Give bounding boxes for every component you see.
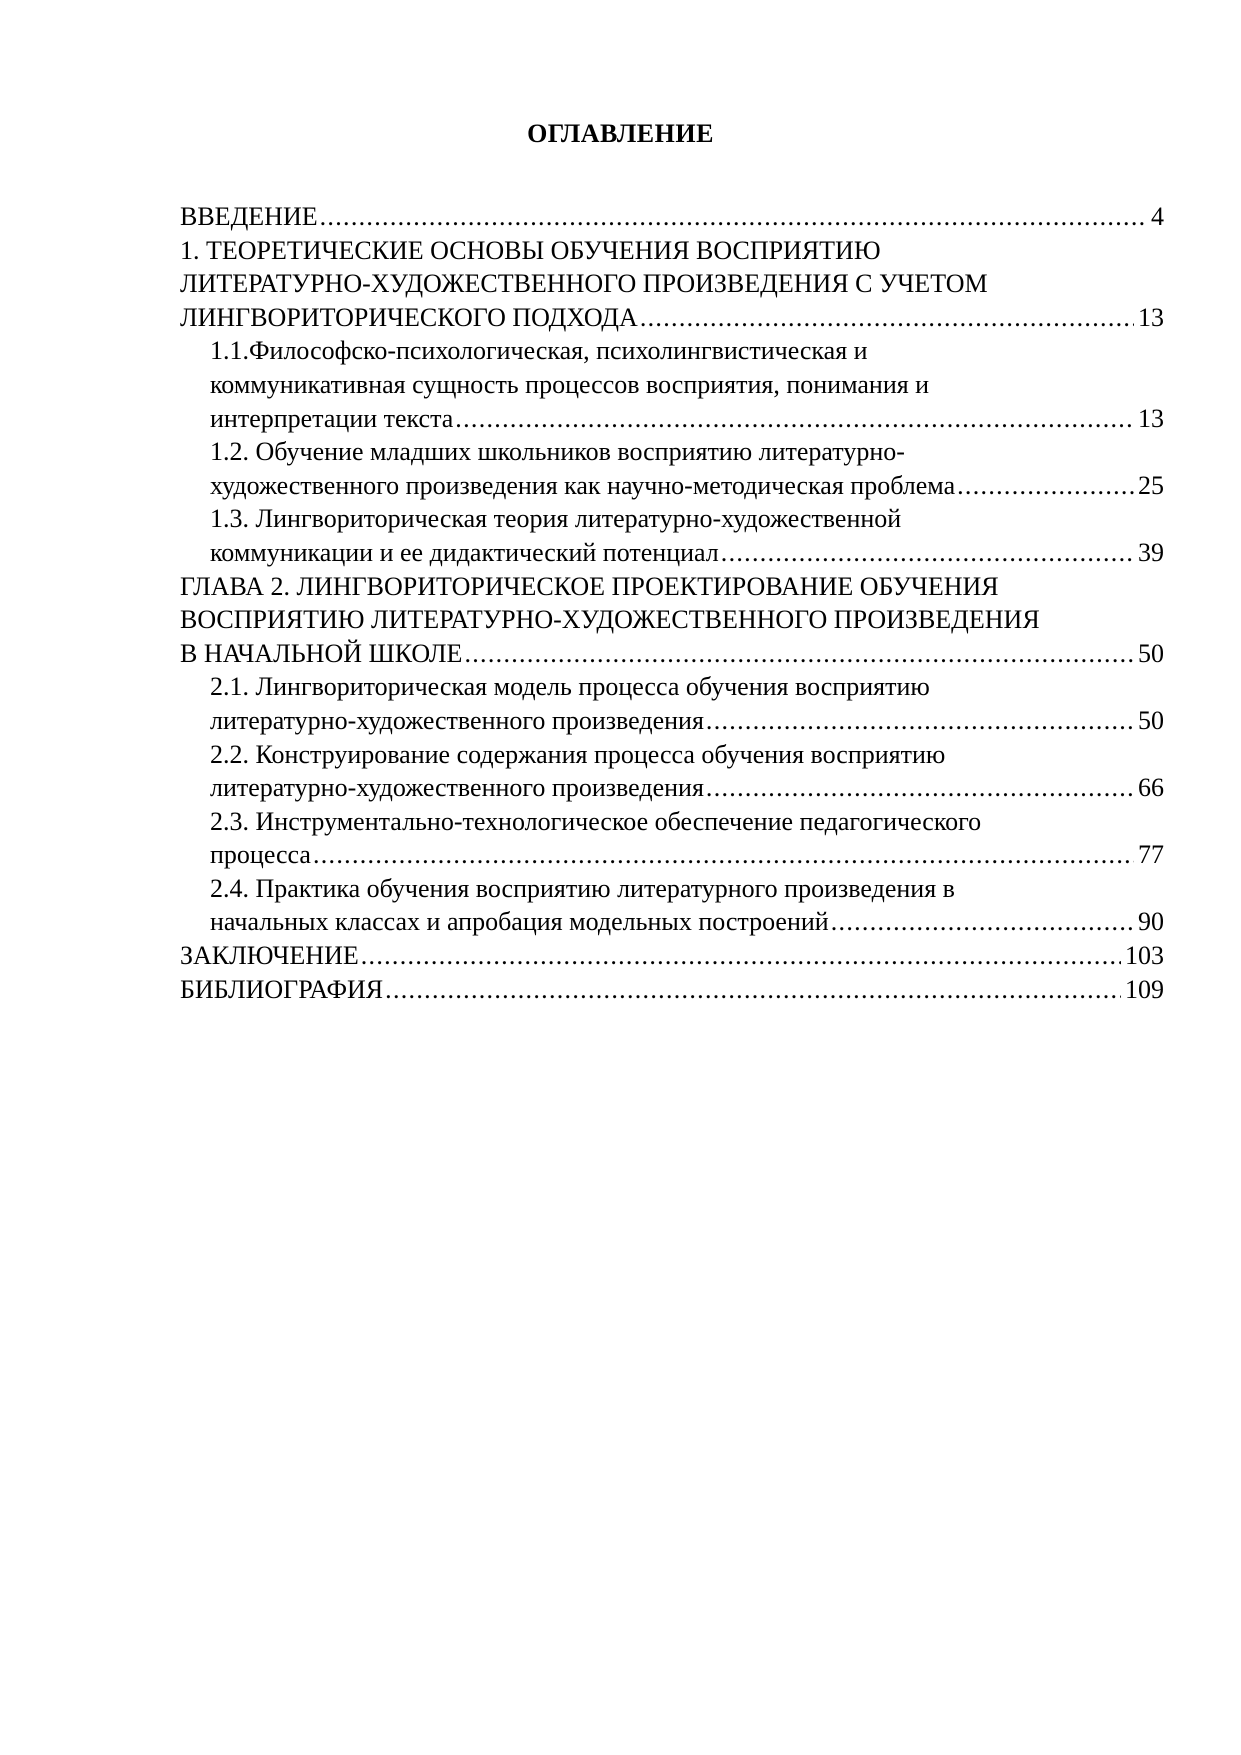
toc-subsection-entry[interactable] — [180, 738, 1164, 805]
toc-entry-title-line: ЗАКЛЮЧЕНИЕ — [180, 941, 359, 971]
toc-subsection-entry[interactable] — [180, 872, 1164, 939]
dot-leader — [831, 905, 1134, 939]
dot-leader — [957, 469, 1134, 503]
toc-entry-final-line — [210, 704, 1164, 738]
toc-entry-final-line — [210, 771, 1164, 805]
toc-entry-title-line: ГЛАВА 2. ЛИНГВОРИТОРИЧЕСКОЕ ПРОЕКТИРОВАНИЕ ОБУЧЕНИЯ — [180, 571, 999, 601]
toc-entry-title-line: БИБЛИОГРАФИЯ — [180, 974, 384, 1004]
toc-page-number: 66 — [1138, 773, 1164, 803]
toc-entry-title-line: коммуникативная сущность процессов восприятия, понимания и — [210, 369, 930, 399]
toc-entry-title-line: 2.4. Практика обучения восприятию литературного произведения в — [210, 873, 955, 903]
toc-entry-title-line: ЛИТЕРАТУРНО-ХУДОЖЕСТВЕННОГО ПРОИЗВЕДЕНИЯ С УЧЕТОМ — [180, 269, 988, 299]
dot-leader — [320, 200, 1147, 234]
toc-entry-final-line — [180, 637, 1164, 671]
toc-entry-final-line — [210, 469, 1164, 503]
toc-entry-final-line — [210, 905, 1164, 939]
toc-entry-title-line: ВВЕДЕНИЕ — [180, 202, 318, 231]
toc-page-number: 25 — [1138, 470, 1164, 500]
dot-leader — [361, 939, 1121, 973]
dot-leader — [706, 704, 1134, 738]
toc-page-number: 90 — [1138, 907, 1164, 937]
toc-entry-title-line: 1. ТЕОРЕТИЧЕСКИЕ ОСНОВЫ ОБУЧЕНИЯ ВОСПРИЯТИЮ — [180, 235, 881, 265]
dot-leader — [721, 536, 1134, 570]
toc-entry-final-line — [210, 402, 1164, 436]
toc-chapter-entry[interactable] — [180, 200, 1164, 234]
toc-entry-title-line: В НАЧАЛЬНОЙ ШКОЛЕ — [180, 638, 463, 668]
toc-page-number: 13 — [1138, 403, 1164, 433]
toc-chapter-entry[interactable] — [180, 939, 1164, 973]
toc-entry-title-line: 1.3. Лингвориторическая теория литературно-художественной — [210, 504, 902, 534]
toc-entry-title-line: художественного произведения как научно-методическая проблема — [210, 470, 956, 500]
toc-entry-final-line — [180, 200, 1164, 234]
toc-page-number: 77 — [1138, 840, 1164, 870]
toc-page-number: 39 — [1138, 537, 1164, 567]
toc-entry-title-line: литературно-художественного произведения — [210, 773, 704, 803]
toc-subsection-entry[interactable] — [180, 435, 1164, 502]
dot-leader — [313, 838, 1134, 872]
dot-leader — [385, 973, 1121, 1007]
toc-entry-title-line: 2.2. Конструирование содержания процесса обучения восприятию — [210, 739, 946, 769]
toc-chapter-entry[interactable] — [180, 570, 1164, 671]
toc-entry-title-line: ЛИНГВОРИТОРИЧЕСКОГО ПОДХОДА — [180, 302, 638, 332]
toc-subsection-entry[interactable] — [180, 334, 1164, 435]
toc-entry-title-line: 2.3. Инструментально-технологическое обеспечение педагогического — [210, 806, 982, 836]
dot-leader — [464, 637, 1134, 671]
toc-chapter-entry[interactable] — [180, 973, 1164, 1007]
toc-entry-title-line: интерпретации текста — [210, 403, 454, 433]
toc-entry-title-line: ВОСПРИЯТИЮ ЛИТЕРАТУРНО-ХУДОЖЕСТВЕННОГО ПРОИЗВЕДЕНИЯ — [180, 605, 1040, 635]
toc-entry-final-line — [180, 939, 1164, 973]
dot-leader — [706, 771, 1134, 805]
dot-leader — [455, 402, 1134, 436]
toc-entry-title-line: 1.1.Философско-психологическая, психолингвистическая и — [210, 336, 868, 366]
toc-subsection-entry[interactable] — [180, 502, 1164, 569]
toc-entry-title-line: начальных классах и апробация модельных построений — [210, 907, 829, 937]
toc-entry-title-line: коммуникации и ее дидактический потенциал — [210, 537, 719, 567]
toc-subsection-entry[interactable] — [180, 670, 1164, 737]
toc-entry-final-line — [210, 838, 1164, 872]
toc-entry-final-line — [180, 973, 1164, 1007]
toc-page-number: 103 — [1125, 941, 1164, 971]
table-of-contents — [180, 200, 1164, 1006]
toc-entry-title-line: процесса — [210, 840, 311, 870]
toc-chapter-entry[interactable] — [180, 234, 1164, 335]
toc-entry-title-line: 1.2. Обучение младших школьников восприятию литературно- — [210, 437, 905, 467]
toc-subsection-entry[interactable] — [180, 805, 1164, 872]
page-title: ОГЛАВЛЕНИЕ — [527, 119, 714, 148]
toc-entry-title-line: 2.1. Лингвориторическая модель процесса обучения восприятию — [210, 672, 930, 702]
toc-page-number: 50 — [1138, 705, 1164, 735]
toc-page-number: 13 — [1138, 302, 1164, 332]
toc-page-number: 4 — [1151, 202, 1164, 231]
toc-entry-final-line — [210, 536, 1164, 570]
toc-entry-title-line: литературно-художественного произведения — [210, 705, 704, 735]
toc-page-number: 50 — [1138, 638, 1164, 668]
dot-leader — [640, 301, 1134, 335]
toc-entry-final-line — [180, 301, 1164, 335]
toc-page-number: 109 — [1125, 974, 1164, 1004]
